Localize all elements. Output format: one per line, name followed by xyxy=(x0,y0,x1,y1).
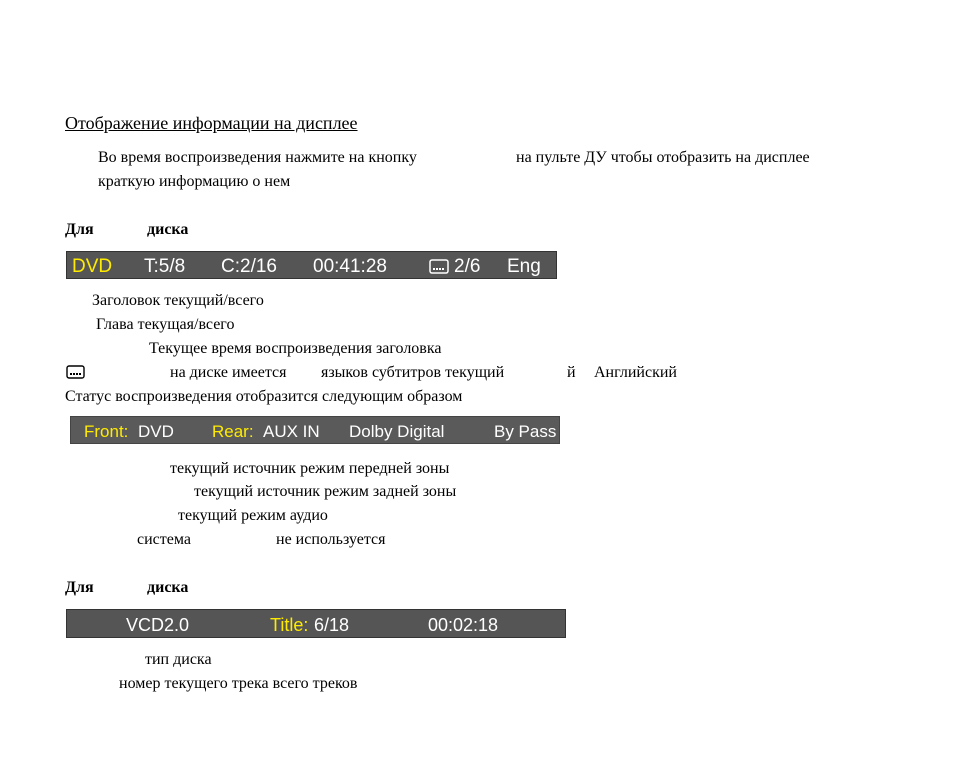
osd-rear-label: Rear: xyxy=(212,422,254,441)
osd-subtitle-counter: 2/6 xyxy=(454,256,481,277)
intro-text-line2: краткую информацию о нем xyxy=(98,173,291,190)
osd-vcd-time: 00:02:18 xyxy=(428,615,499,635)
osd-front-value: DVD xyxy=(138,422,174,441)
desc-title: Заголовок текущий/всего xyxy=(92,292,264,309)
osd-vcd-title-value: 6/18 xyxy=(314,615,350,635)
dvd-heading-suffix: диска xyxy=(147,221,189,238)
status-intro: Статус воспроизведения отобразится следующим образом xyxy=(65,388,463,405)
vcd-heading-prefix: Для xyxy=(65,579,94,596)
osd-chapter-counter: C:2/16 xyxy=(221,256,277,277)
desc-subtitle-part1: на диске имеется xyxy=(170,364,287,381)
desc-vcd-type: тип диска xyxy=(145,651,212,668)
section-title: Отображение информации на дисплее xyxy=(65,113,358,133)
osd-rear-value: AUX IN xyxy=(263,422,320,441)
osd-vcd-title-label: Title: xyxy=(270,615,309,635)
subtitle-icon xyxy=(66,365,85,379)
osd-front-label: Front: xyxy=(84,422,129,441)
desc-time: Текущее время воспроизведения заголовка xyxy=(149,340,442,357)
desc-chapter: Глава текущая/всего xyxy=(96,316,235,333)
desc-subtitle-language: Английский xyxy=(594,364,677,381)
osd-language: Eng xyxy=(507,256,541,277)
dvd-heading-prefix: Для xyxy=(65,221,94,238)
desc-rear-zone: текущий источник режим задней зоны xyxy=(194,483,457,500)
osd-disc-type: DVD xyxy=(72,256,113,277)
osd-bypass: By Pass xyxy=(494,422,557,441)
vcd-osd-bar xyxy=(66,609,566,638)
desc-front-zone: текущий источник режим передней зоны xyxy=(170,460,450,477)
desc-system-part2: не используется xyxy=(276,531,386,548)
desc-audio-mode: текущий режим аудио xyxy=(178,507,328,524)
desc-system-part1: система xyxy=(137,531,191,548)
dvd-osd-bar xyxy=(66,251,557,279)
subtitle-icon xyxy=(429,259,449,274)
osd-vcd-type: VCD2.0 xyxy=(126,615,190,635)
intro-text-part1: Во время воспроизведения нажмите на кнопку xyxy=(98,149,417,166)
desc-subtitle-part2: языков субтитров текущий xyxy=(321,364,505,381)
osd-audio-mode: Dolby Digital xyxy=(349,422,445,441)
osd-title-counter: T:5/8 xyxy=(144,256,186,277)
status-osd-bar xyxy=(70,416,560,444)
desc-vcd-track: номер текущего трека всего треков xyxy=(119,675,358,692)
vcd-heading-suffix: диска xyxy=(147,579,189,596)
osd-time: 00:41:28 xyxy=(313,256,387,277)
desc-subtitle-part3: й xyxy=(567,364,576,381)
intro-text-part2: на пульте ДУ чтобы отобразить на дисплее xyxy=(516,149,810,166)
